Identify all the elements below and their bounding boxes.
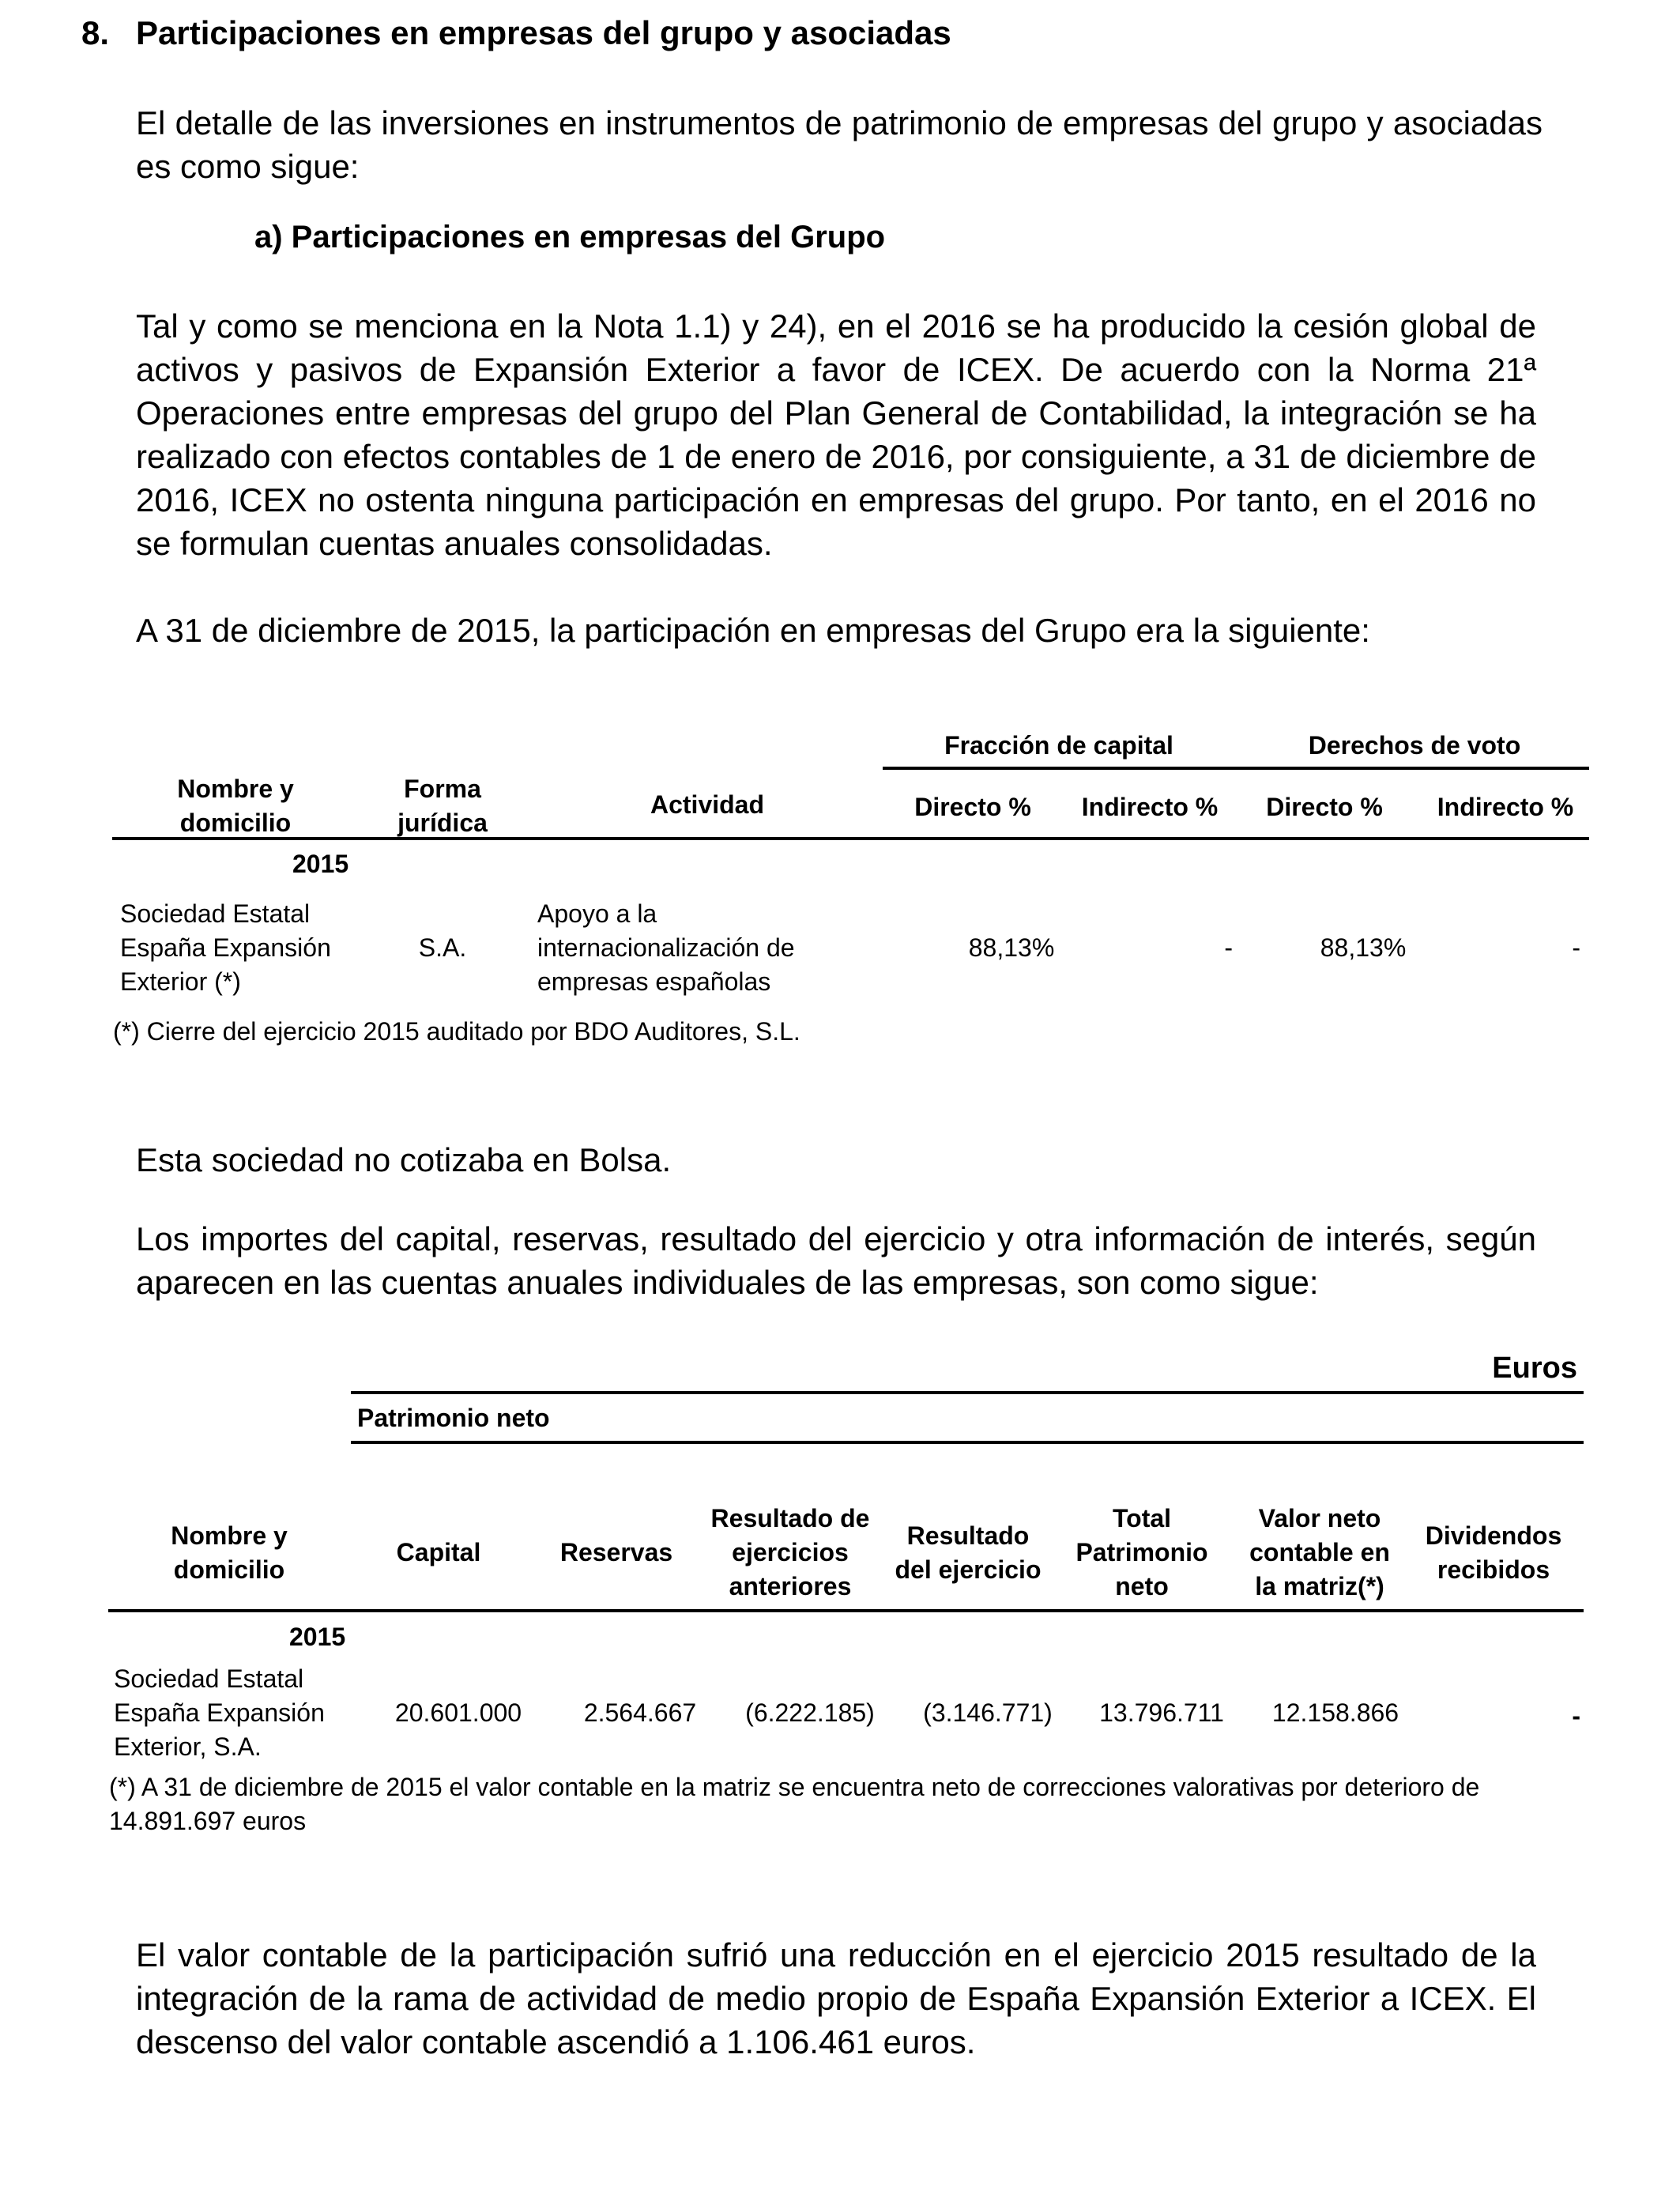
table2-row-dividendos: - <box>1572 1702 1580 1730</box>
header-dividendos: Dividendos recibidos <box>1425 1521 1562 1584</box>
header-nombre: Nombre y domicilio <box>177 775 294 837</box>
table1-row-nombre: Sociedad Estatal España Expansión Exterior (*) <box>120 899 331 996</box>
header-derechos-voto: Derechos de voto <box>1308 731 1521 760</box>
header-forma-juridica: Forma jurídica <box>397 775 488 837</box>
header-indirecto-capital: Indirecto % <box>1081 793 1219 821</box>
header-capital: Capital <box>396 1538 481 1566</box>
header-directo-capital: Directo % <box>914 793 1031 821</box>
header-resultado-ejercicio: Resultado del ejercicio <box>895 1521 1042 1584</box>
paragraph-importes: Los importes del capital, reservas, resultado del ejercicio y otra información de interés, según aparecen en las cuentas anuales individuales de las empresas, son como sigue: <box>136 1220 1536 1301</box>
table1-group-rule <box>883 767 1589 770</box>
intro-paragraph: El detalle de las inversiones en instrumentos de patrimonio de empresas del grupo y asociadas es como sigue: <box>136 104 1543 185</box>
table2-group-rule <box>351 1441 1584 1444</box>
header-reservas: Reservas <box>559 1538 673 1566</box>
table1-footnote: (*) Cierre del ejercicio 2015 auditado por BDO Auditores, S.L. <box>113 1017 800 1046</box>
table1-row-directo-voto: 88,13% <box>1320 933 1407 962</box>
paragraph-bolsa: Esta sociedad no cotizaba en Bolsa. <box>136 1141 672 1178</box>
table2-row-nombre: Sociedad Estatal España Expansión Exterior, S.A. <box>114 1664 325 1761</box>
header-resultado-anteriores: Resultado de ejercicios anteriores <box>710 1504 870 1600</box>
header-actividad: Actividad <box>650 790 765 819</box>
table1-header-rule <box>112 837 1589 840</box>
table2-footnote: (*) A 31 de diciembre de 2015 el valor contable en la matriz se encuentra neto de correcciones valorativas por deterioro de 14.891.697 euros <box>109 1773 1480 1835</box>
table1-row-indirecto-capital: - <box>1224 933 1233 962</box>
table2-row-resultado-anteriores: (6.222.185) <box>745 1698 875 1727</box>
paragraph-valor-contable: El valor contable de la participación sufrió una reducción en el ejercicio 2015 resultado de la integración de la rama de actividad de medio propio de España Expansión Exterior a ICEX. El descenso del valor contable ascendió a 1.106.461 euros. <box>136 1936 1536 2060</box>
paragraph-participacion-2015: A 31 de diciembre de 2015, la participación en empresas del Grupo era la siguiente: <box>136 612 1370 649</box>
subsection-title: a) Participaciones en empresas del Grupo <box>254 220 886 254</box>
table2-header-rule <box>108 1609 1584 1612</box>
header-fraccion-capital: Fracción de capital <box>944 731 1173 760</box>
header-valor-neto: Valor neto contable en la matriz(*) <box>1249 1504 1390 1600</box>
table2-row-resultado-ejercicio: (3.146.771) <box>923 1698 1053 1727</box>
section-title: Participaciones en empresas del grupo y asociadas <box>136 14 951 51</box>
table2-row-reservas: 2.564.667 <box>583 1698 697 1727</box>
header-indirecto-voto: Indirecto % <box>1437 793 1574 821</box>
table2-row-valor-neto: 12.158.866 <box>1271 1698 1399 1727</box>
table1-year: 2015 <box>292 850 349 878</box>
section-number: 8. <box>81 14 110 51</box>
table1-row-forma: S.A. <box>418 933 467 962</box>
table2-row-total: 13.796.711 <box>1099 1698 1224 1727</box>
header-directo-voto: Directo % <box>1266 793 1383 821</box>
table2-row-capital: 20.601.000 <box>394 1698 522 1727</box>
table1-row-actividad: Apoyo a la internacionalización de empresas españolas <box>537 899 795 996</box>
table2-top-rule <box>351 1391 1584 1394</box>
paragraph-cesion: Tal y como se menciona en la Nota 1.1) y 24), en el 2016 se ha producido la cesión global de activos y pasivos de Expansión Exterior a favor de ICEX. De acuerdo con la Norma 21ª Operaciones entre empresas del grupo del Plan General de Contabilidad, la integración se ha realizado con efectos contables de 1 de enero de 2016, por consiguiente, a 31 de diciembre de 2016, ICEX no ostenta ninguna participación en empresas del grupo. Por tanto, en el 2016 no se formulan cuentas anuales consolidadas. <box>136 307 1536 562</box>
table2-year: 2015 <box>289 1623 346 1651</box>
table1-row-directo-capital: 88,13% <box>968 933 1055 962</box>
header-patrimonio-neto: Patrimonio neto <box>357 1404 550 1432</box>
table1-row-indirecto-voto: - <box>1572 933 1580 962</box>
header-total-patrimonio: Total Patrimonio neto <box>1075 1504 1208 1600</box>
header-nombre-2: Nombre y domicilio <box>171 1521 288 1584</box>
currency-label: Euros <box>1492 1351 1577 1385</box>
